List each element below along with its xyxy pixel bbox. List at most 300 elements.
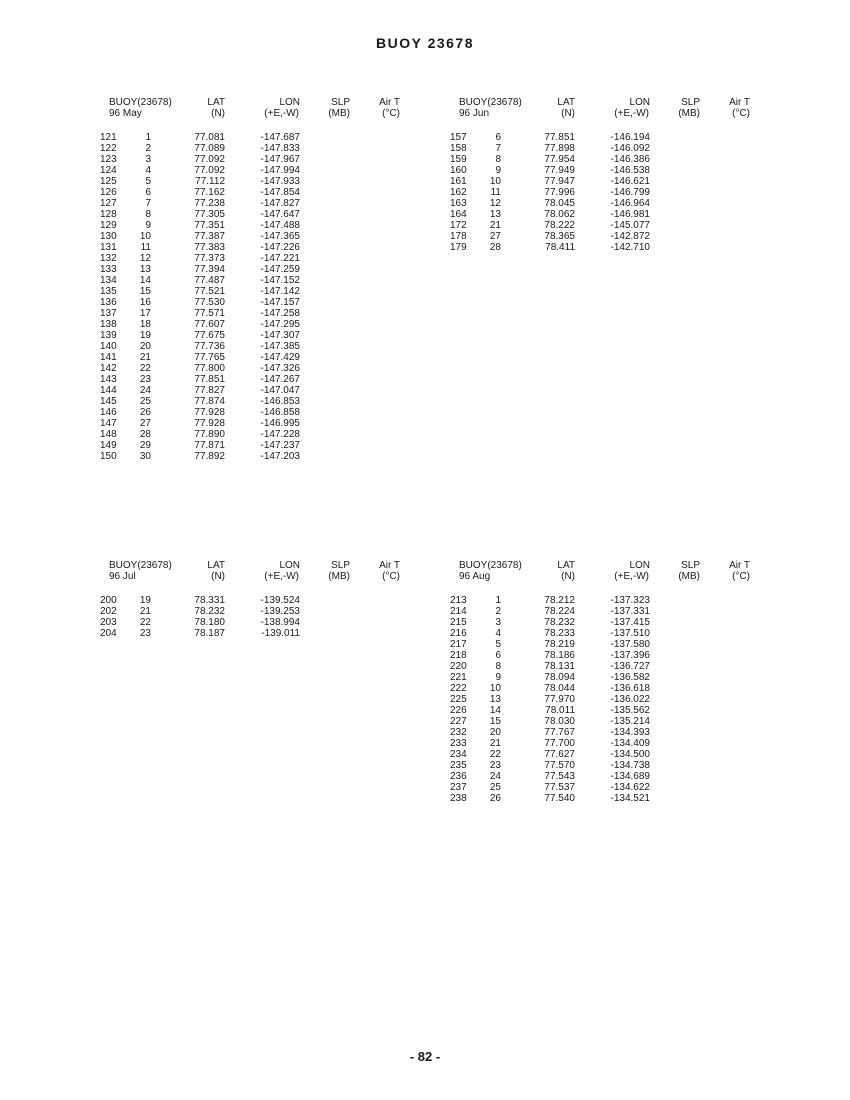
- column-unit-lat: (N): [211, 108, 225, 119]
- cell-day-of-year: 172: [450, 220, 467, 231]
- cell-day-of-year: 227: [450, 716, 467, 727]
- cell-lon: -147.429: [260, 352, 300, 363]
- cell-lon: -136.727: [610, 661, 650, 672]
- cell-lat: 77.238: [194, 198, 225, 209]
- cell-lat: 78.232: [544, 617, 575, 628]
- cell-day: 7: [495, 143, 501, 154]
- cell-lon: -134.393: [610, 727, 650, 738]
- column-unit-slp: (MB): [678, 571, 700, 582]
- table-row: [90, 286, 450, 297]
- cell-day: 11: [140, 242, 151, 253]
- column-header-air-temp: Air T: [729, 560, 750, 571]
- cell-lon: -147.152: [260, 275, 300, 286]
- cell-day-of-year: 237: [450, 782, 467, 793]
- column-unit-slp: (MB): [678, 108, 700, 119]
- cell-lon: -137.580: [610, 639, 650, 650]
- cell-day: 23: [139, 374, 151, 385]
- cell-day: 5: [495, 639, 501, 650]
- table-row: [440, 132, 800, 143]
- cell-lat: 78.180: [194, 617, 225, 628]
- cell-lon: -137.415: [610, 617, 650, 628]
- cell-lon: -134.500: [610, 749, 650, 760]
- table-row: [440, 694, 800, 705]
- cell-day-of-year: 200: [100, 595, 117, 606]
- column-header-lat: LAT: [557, 97, 575, 108]
- cell-day: 1: [495, 595, 501, 606]
- cell-day-of-year: 163: [450, 198, 467, 209]
- cell-day: 3: [495, 617, 501, 628]
- data-table-jun: [440, 97, 800, 253]
- cell-lon: -147.967: [260, 154, 300, 165]
- data-table-jul: [90, 560, 450, 639]
- cell-lat: 78.131: [544, 661, 575, 672]
- table-header: [90, 97, 450, 120]
- cell-day: 4: [145, 165, 151, 176]
- cell-lat: 77.947: [544, 176, 575, 187]
- cell-lat: 77.970: [544, 694, 575, 705]
- table-row: [90, 253, 450, 264]
- cell-day: 21: [139, 352, 151, 363]
- cell-day: 22: [139, 617, 151, 628]
- cell-day: 9: [495, 165, 501, 176]
- cell-day-of-year: 129: [100, 220, 117, 231]
- cell-lat: 77.851: [544, 132, 575, 143]
- cell-lat: 77.530: [194, 297, 225, 308]
- cell-day-of-year: 128: [100, 209, 117, 220]
- cell-lat: 78.044: [544, 683, 575, 694]
- cell-day: 10: [489, 683, 501, 694]
- cell-lat: 77.736: [194, 341, 225, 352]
- table-row: [440, 209, 800, 220]
- cell-lat: 78.365: [544, 231, 575, 242]
- cell-lon: -147.267: [260, 374, 300, 385]
- cell-day-of-year: 220: [450, 661, 467, 672]
- table-row: [90, 418, 450, 429]
- cell-day-of-year: 140: [100, 341, 117, 352]
- cell-lon: -139.253: [260, 606, 300, 617]
- cell-lat: 77.675: [194, 330, 225, 341]
- cell-lon: -147.258: [260, 308, 300, 319]
- table-row: [440, 782, 800, 793]
- table-row: [440, 231, 800, 242]
- cell-day-of-year: 127: [100, 198, 117, 209]
- column-header-slp: SLP: [331, 97, 350, 108]
- cell-lat: 77.540: [544, 793, 575, 804]
- cell-lon: -146.194: [610, 132, 650, 143]
- cell-day: 17: [139, 308, 151, 319]
- table-row: [90, 132, 450, 143]
- cell-lon: -147.047: [260, 385, 300, 396]
- cell-day-of-year: 215: [450, 617, 467, 628]
- cell-lat: 77.928: [194, 418, 225, 429]
- cell-day: 28: [489, 242, 501, 253]
- cell-day-of-year: 132: [100, 253, 117, 264]
- cell-lat: 78.224: [544, 606, 575, 617]
- column-header-slp: SLP: [681, 97, 700, 108]
- cell-day-of-year: 147: [100, 418, 117, 429]
- column-header-lon: LON: [629, 97, 650, 108]
- cell-lat: 77.089: [194, 143, 225, 154]
- cell-day: 10: [489, 176, 501, 187]
- cell-day-of-year: 202: [100, 606, 117, 617]
- table-row: [440, 738, 800, 749]
- cell-day-of-year: 164: [450, 209, 467, 220]
- cell-day: 13: [489, 694, 501, 705]
- cell-day: 15: [489, 716, 501, 727]
- column-header-slp: SLP: [331, 560, 350, 571]
- table-row: [90, 330, 450, 341]
- column-header-air-temp: Air T: [379, 97, 400, 108]
- cell-day-of-year: 149: [100, 440, 117, 451]
- cell-day-of-year: 204: [100, 628, 117, 639]
- cell-lon: -146.621: [610, 176, 650, 187]
- table-row: [90, 429, 450, 440]
- period-label: 96 Aug: [459, 571, 491, 582]
- cell-lon: -147.307: [260, 330, 300, 341]
- cell-lat: 77.570: [544, 760, 575, 771]
- cell-day-of-year: 162: [450, 187, 467, 198]
- cell-day-of-year: 232: [450, 727, 467, 738]
- cell-lon: -147.226: [260, 242, 300, 253]
- column-header-lon: LON: [279, 97, 300, 108]
- cell-day-of-year: 233: [450, 738, 467, 749]
- table-row: [440, 771, 800, 782]
- cell-day: 29: [139, 440, 151, 451]
- table-row: [440, 760, 800, 771]
- data-table-may: [90, 97, 450, 462]
- cell-day: 13: [139, 264, 151, 275]
- cell-day-of-year: 225: [450, 694, 467, 705]
- cell-day: 14: [139, 275, 151, 286]
- table-row: [90, 154, 450, 165]
- cell-day-of-year: 160: [450, 165, 467, 176]
- cell-lat: 77.949: [544, 165, 575, 176]
- cell-lon: -147.647: [260, 209, 300, 220]
- cell-lon: -147.228: [260, 429, 300, 440]
- cell-day-of-year: 235: [450, 760, 467, 771]
- cell-lat: 77.928: [194, 407, 225, 418]
- period-label: 96 Jul: [109, 571, 136, 582]
- cell-lat: 77.543: [544, 771, 575, 782]
- cell-day: 6: [495, 132, 501, 143]
- column-unit-lon: (+E,-W): [614, 571, 649, 582]
- cell-lon: -147.221: [260, 253, 300, 264]
- cell-day: 23: [489, 760, 501, 771]
- cell-lon: -146.092: [610, 143, 650, 154]
- cell-lon: -147.295: [260, 319, 300, 330]
- cell-day-of-year: 234: [450, 749, 467, 760]
- cell-day: 22: [139, 363, 151, 374]
- cell-lon: -147.203: [260, 451, 300, 462]
- cell-lat: 78.011: [545, 705, 575, 716]
- cell-day-of-year: 217: [450, 639, 467, 650]
- cell-lat: 77.092: [194, 165, 225, 176]
- cell-lat: 78.411: [545, 242, 575, 253]
- cell-lat: 78.232: [194, 606, 225, 617]
- table-row: [440, 749, 800, 760]
- column-header-air-temp: Air T: [729, 97, 750, 108]
- cell-lon: -146.853: [260, 396, 300, 407]
- cell-day: 12: [489, 198, 501, 209]
- cell-day-of-year: 214: [450, 606, 467, 617]
- table-row: [440, 617, 800, 628]
- table-body: [440, 132, 800, 253]
- cell-day: 16: [139, 297, 151, 308]
- cell-day: 3: [145, 154, 151, 165]
- table-row: [440, 793, 800, 804]
- column-unit-slp: (MB): [328, 571, 350, 582]
- cell-lon: -147.237: [260, 440, 300, 451]
- cell-lon: -145.077: [610, 220, 650, 231]
- cell-lon: -134.738: [610, 760, 650, 771]
- cell-day: 20: [489, 727, 501, 738]
- cell-lon: -138.994: [260, 617, 300, 628]
- cell-day: 25: [489, 782, 501, 793]
- cell-day-of-year: 144: [100, 385, 117, 396]
- cell-day-of-year: 130: [100, 231, 117, 242]
- column-header-slp: SLP: [681, 560, 700, 571]
- table-row: [90, 440, 450, 451]
- table-row: [90, 165, 450, 176]
- cell-lon: -137.510: [610, 628, 650, 639]
- column-header-buoy: BUOY(23678): [459, 97, 522, 108]
- column-unit-lat: (N): [561, 571, 575, 582]
- cell-lat: 78.222: [544, 220, 575, 231]
- table-row: [90, 231, 450, 242]
- cell-lon: -136.582: [610, 672, 650, 683]
- cell-lat: 77.800: [194, 363, 225, 374]
- cell-lon: -147.259: [260, 264, 300, 275]
- cell-lat: 78.186: [544, 650, 575, 661]
- cell-lon: -135.562: [610, 705, 650, 716]
- cell-day-of-year: 139: [100, 330, 117, 341]
- column-unit-slp: (MB): [328, 108, 350, 119]
- table-row: [90, 628, 450, 639]
- table-row: [90, 297, 450, 308]
- cell-day: 11: [490, 187, 501, 198]
- cell-day: 2: [145, 143, 151, 154]
- cell-day-of-year: 122: [100, 143, 117, 154]
- cell-lon: -147.854: [260, 187, 300, 198]
- cell-lat: 77.162: [194, 187, 225, 198]
- cell-lon: -147.994: [260, 165, 300, 176]
- table-row: [90, 363, 450, 374]
- cell-day: 30: [139, 451, 151, 462]
- cell-lon: -137.331: [610, 606, 650, 617]
- cell-lon: -142.710: [610, 242, 650, 253]
- cell-lat: 78.030: [544, 716, 575, 727]
- table-row: [440, 716, 800, 727]
- table-row: [440, 628, 800, 639]
- cell-lat: 77.871: [194, 440, 225, 451]
- table-row: [440, 606, 800, 617]
- cell-lat: 77.700: [544, 738, 575, 749]
- cell-day-of-year: 146: [100, 407, 117, 418]
- cell-lat: 78.233: [544, 628, 575, 639]
- cell-lon: -137.396: [610, 650, 650, 661]
- column-header-buoy: BUOY(23678): [109, 560, 172, 571]
- cell-day-of-year: 179: [450, 242, 467, 253]
- cell-day-of-year: 157: [450, 132, 467, 143]
- cell-lat: 77.383: [194, 242, 225, 253]
- cell-day-of-year: 133: [100, 264, 117, 275]
- table-row: [440, 198, 800, 209]
- column-header-lat: LAT: [207, 97, 225, 108]
- cell-lat: 77.765: [194, 352, 225, 363]
- table-row: [90, 187, 450, 198]
- table-row: [440, 650, 800, 661]
- cell-lon: -146.799: [610, 187, 650, 198]
- cell-day-of-year: 216: [450, 628, 467, 639]
- cell-lon: -146.964: [610, 198, 650, 209]
- cell-day: 5: [145, 176, 151, 187]
- cell-lat: 77.373: [194, 253, 225, 264]
- cell-day: 4: [495, 628, 501, 639]
- table-row: [90, 319, 450, 330]
- cell-day: 9: [145, 220, 151, 231]
- cell-lat: 77.874: [194, 396, 225, 407]
- cell-day-of-year: 226: [450, 705, 467, 716]
- column-header-lat: LAT: [207, 560, 225, 571]
- table-row: [90, 198, 450, 209]
- cell-day-of-year: 148: [100, 429, 117, 440]
- cell-day-of-year: 121: [100, 132, 117, 143]
- cell-lat: 78.062: [544, 209, 575, 220]
- cell-lon: -134.622: [610, 782, 650, 793]
- cell-day-of-year: 124: [100, 165, 117, 176]
- cell-day-of-year: 158: [450, 143, 467, 154]
- table-row: [440, 220, 800, 231]
- cell-lat: 77.092: [194, 154, 225, 165]
- cell-lat: 77.767: [544, 727, 575, 738]
- column-header-lon: LON: [279, 560, 300, 571]
- period-label: 96 May: [109, 108, 142, 119]
- cell-day-of-year: 138: [100, 319, 117, 330]
- cell-lon: -147.142: [260, 286, 300, 297]
- cell-lon: -147.687: [260, 132, 300, 143]
- cell-day-of-year: 218: [450, 650, 467, 661]
- table-row: [440, 187, 800, 198]
- cell-day: 18: [139, 319, 151, 330]
- cell-lat: 77.394: [194, 264, 225, 275]
- page-number: - 82 -: [409, 1049, 441, 1064]
- column-unit-air-temp: (°C): [732, 108, 750, 119]
- table-row: [90, 176, 450, 187]
- table-row: [90, 220, 450, 231]
- column-unit-air-temp: (°C): [732, 571, 750, 582]
- table-row: [440, 176, 800, 187]
- cell-day: 6: [145, 187, 151, 198]
- cell-day-of-year: 213: [450, 595, 467, 606]
- table-row: [440, 727, 800, 738]
- cell-day-of-year: 134: [100, 275, 117, 286]
- cell-day: 8: [145, 209, 151, 220]
- cell-lon: -146.386: [610, 154, 650, 165]
- cell-lon: -134.689: [610, 771, 650, 782]
- cell-day-of-year: 161: [450, 176, 467, 187]
- cell-lon: -137.323: [610, 595, 650, 606]
- cell-day-of-year: 136: [100, 297, 117, 308]
- cell-lat: 77.627: [544, 749, 575, 760]
- table-row: [90, 451, 450, 462]
- data-table-aug: [440, 560, 800, 804]
- cell-day-of-year: 142: [100, 363, 117, 374]
- cell-lon: -134.521: [610, 793, 650, 804]
- cell-lat: 77.851: [194, 374, 225, 385]
- cell-day: 6: [495, 650, 501, 661]
- cell-day: 21: [489, 220, 501, 231]
- cell-day-of-year: 135: [100, 286, 117, 297]
- cell-lon: -142.872: [610, 231, 650, 242]
- table-row: [440, 154, 800, 165]
- cell-lat: 77.898: [544, 143, 575, 154]
- cell-lon: -147.933: [260, 176, 300, 187]
- cell-day-of-year: 221: [450, 672, 467, 683]
- table-row: [440, 143, 800, 154]
- table-row: [440, 165, 800, 176]
- cell-day-of-year: 126: [100, 187, 117, 198]
- cell-day: 8: [495, 661, 501, 672]
- table-row: [90, 143, 450, 154]
- cell-lon: -147.326: [260, 363, 300, 374]
- cell-lat: 77.112: [195, 176, 225, 187]
- cell-lat: 77.571: [194, 308, 225, 319]
- table-row: [90, 606, 450, 617]
- cell-lon: -146.538: [610, 165, 650, 176]
- cell-lat: 77.387: [194, 231, 225, 242]
- cell-lon: -146.981: [610, 209, 650, 220]
- cell-day-of-year: 178: [450, 231, 467, 242]
- cell-lat: 77.081: [194, 132, 225, 143]
- cell-lat: 78.219: [544, 639, 575, 650]
- cell-lon: -146.995: [260, 418, 300, 429]
- cell-day-of-year: 143: [100, 374, 117, 385]
- table-row: [90, 242, 450, 253]
- table-row: [90, 374, 450, 385]
- table-body: [440, 595, 800, 804]
- cell-day: 13: [489, 209, 501, 220]
- table-body: [90, 132, 450, 462]
- cell-lat: 78.187: [194, 628, 225, 639]
- column-header-buoy: BUOY(23678): [109, 97, 172, 108]
- cell-lat: 77.607: [194, 319, 225, 330]
- table-row: [440, 661, 800, 672]
- table-row: [90, 341, 450, 352]
- table-row: [90, 407, 450, 418]
- cell-day: 21: [139, 606, 151, 617]
- cell-day: 14: [489, 705, 501, 716]
- cell-lat: 78.331: [194, 595, 225, 606]
- column-header-lon: LON: [629, 560, 650, 571]
- cell-day: 26: [489, 793, 501, 804]
- cell-lat: 77.305: [194, 209, 225, 220]
- column-header-air-temp: Air T: [379, 560, 400, 571]
- cell-lat: 78.045: [544, 198, 575, 209]
- table-header: [440, 560, 800, 583]
- cell-day: 19: [139, 595, 151, 606]
- cell-lat: 77.892: [194, 451, 225, 462]
- cell-day: 26: [139, 407, 151, 418]
- cell-lon: -136.618: [610, 683, 650, 694]
- cell-day: 12: [139, 253, 151, 264]
- period-label: 96 Jun: [459, 108, 490, 119]
- cell-day: 10: [139, 231, 151, 242]
- cell-day: 1: [145, 132, 151, 143]
- table-row: [90, 617, 450, 628]
- column-unit-air-temp: (°C): [382, 108, 400, 119]
- cell-day-of-year: 238: [450, 793, 467, 804]
- cell-day: 27: [489, 231, 501, 242]
